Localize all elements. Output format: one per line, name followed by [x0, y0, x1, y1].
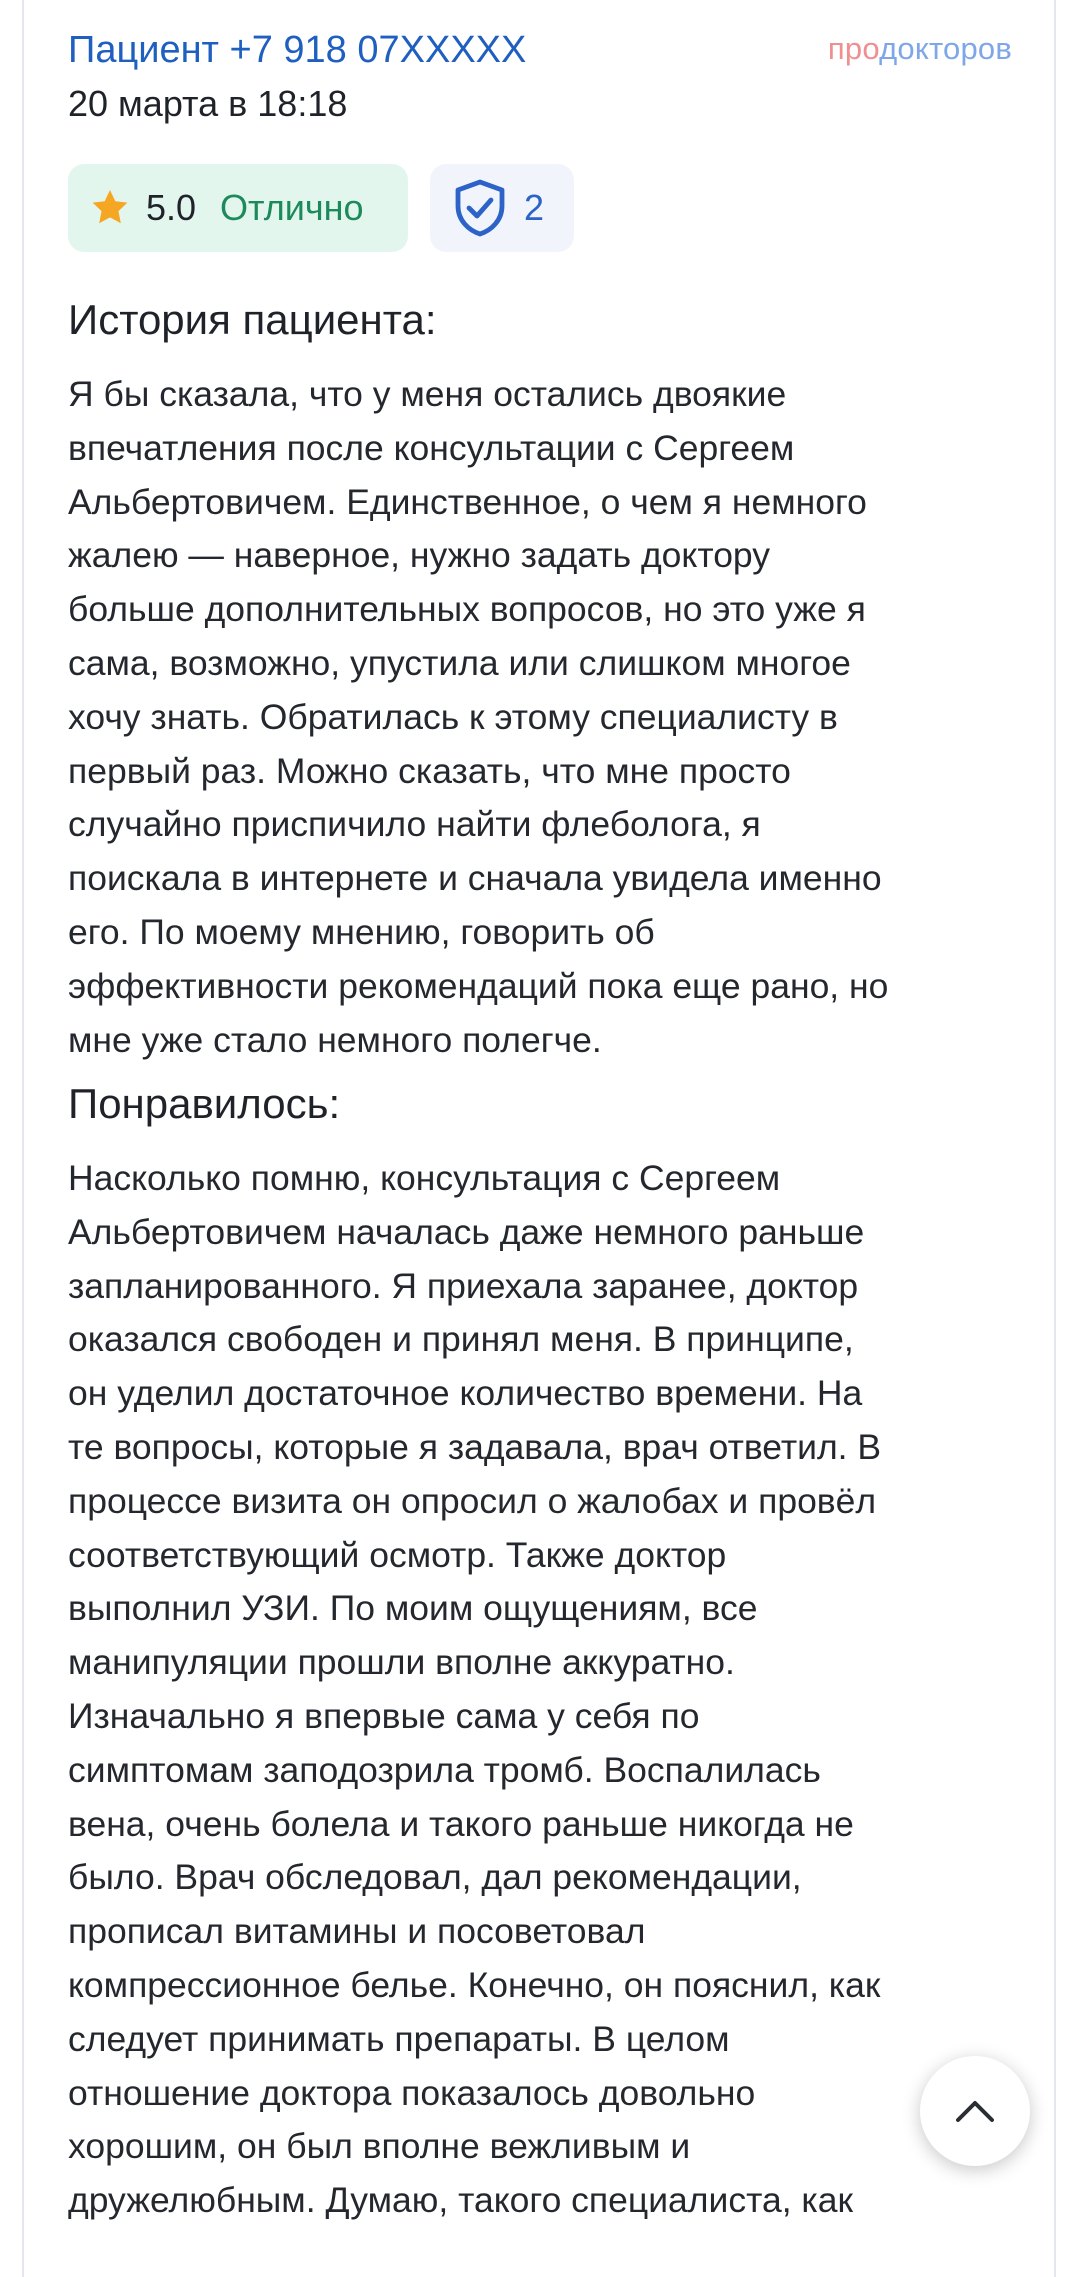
logo-part-1: про [827, 31, 880, 66]
shield-check-icon [452, 178, 508, 238]
star-icon [88, 186, 132, 230]
verification-count: 2 [524, 187, 545, 228]
review-author[interactable]: Пациент +7 918 07XXXXX [68, 29, 527, 71]
liked-body: Насколько помню, консультация с Сергеем Альбертовичем началась даже немного раньше запланированного. Я приехала заранее, доктор оказался свободен и принял меня. В принципе, он уделил достаточное количество времени. На те вопросы, которые я задавала, врач ответил. В процессе визита он опросил о жалобах и провёл соответствующий осмотр. Также доктор выполнил УЗИ. По моим ощущениям, все манипуляции прошли вполне аккуратно. Изначально я впервые сама у себя по симптомам заподозрила тромб. Воспалилась вена, очень болела и такого раньше никогда не было. Врач обследовал, дал рекомендации, прописал витамины и посоветовал компрессионное белье. Конечно, он пояснил, как следует принимать препараты. В целом отношение доктора показалось довольно хорошим, он был вполне вежливым и дружелюбным. Думаю, такого специалиста, как [68, 1158, 882, 2221]
liked-title: Понравилось: [68, 1080, 341, 1127]
history-title: История пациента: [68, 296, 437, 343]
rating-verdict: Отлично [220, 187, 364, 228]
rating-badge [68, 164, 408, 252]
logo-part-2: докторов [879, 31, 1012, 66]
history-body: Я бы сказала, что у меня остались двоякие впечатления после консультации с Сергеем Альбертовичем. Единственное, о чем я немного жалею — наверное, нужно задать доктору больше дополнительных вопросов, но это уже я сама, возможно, упустила или слишком многое хочу знать. Обратилась к этому специалисту в первый раз. Можно сказать, что мне просто случайно приспичило найти флеболога, я поискала в интернете и сначала увидела именно его. По моему мнению, говорить об эффективности рекомендаций пока еще рано, но мне уже стало немного полегче. [68, 374, 889, 1060]
verification-badge[interactable] [430, 164, 574, 252]
prodoktorov-logo [828, 28, 1012, 70]
review-date: 20 марта в 18:18 [68, 83, 348, 124]
chevron-up-icon [952, 2096, 998, 2126]
scroll-to-top-button[interactable] [920, 2056, 1030, 2166]
rating-score: 5.0 [146, 187, 197, 228]
